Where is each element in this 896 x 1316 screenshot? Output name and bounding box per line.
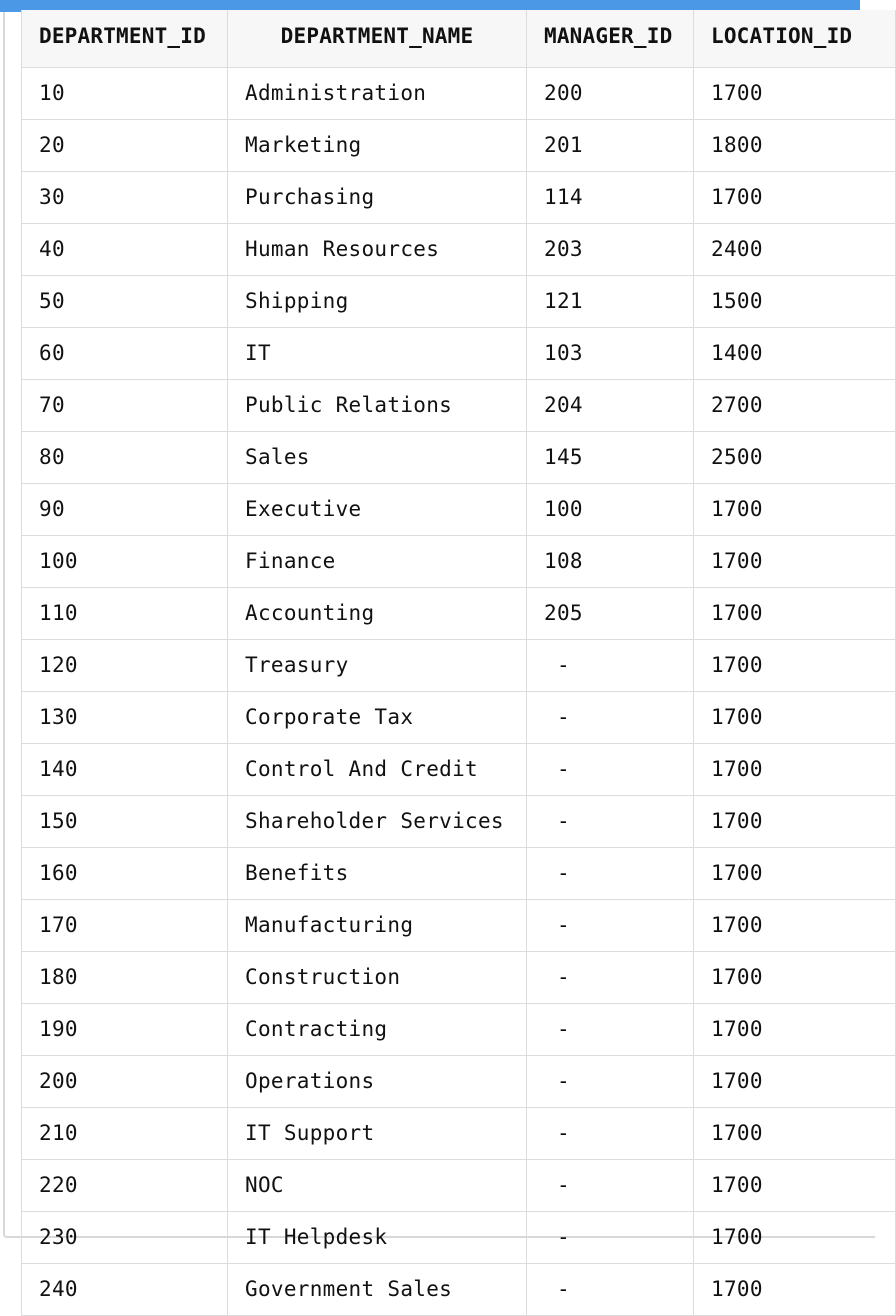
- table-row[interactable]: [22, 1212, 896, 1264]
- table-row[interactable]: [22, 276, 896, 328]
- department-id-cell: 110: [22, 588, 228, 640]
- location-id-cell: 1700: [694, 900, 896, 952]
- table-row[interactable]: [22, 796, 896, 848]
- location-id-cell: 1700: [694, 1212, 896, 1264]
- manager-id-cell: 200: [527, 68, 694, 120]
- department-id-cell: 220: [22, 1160, 228, 1212]
- table-row[interactable]: [22, 120, 896, 172]
- department-id-cell: 210: [22, 1108, 228, 1160]
- department-name-cell: Control And Credit: [228, 744, 527, 796]
- department-id-cell: 130: [22, 692, 228, 744]
- department-name-cell: Contracting: [228, 1004, 527, 1056]
- location-id-cell: 1700: [694, 640, 896, 692]
- table-header-row: [22, 10, 896, 68]
- department-name-cell: Public Relations: [228, 380, 527, 432]
- manager-id-cell: -: [527, 640, 694, 692]
- table-row[interactable]: [22, 640, 896, 692]
- department-id-cell: 100: [22, 536, 228, 588]
- department-name-cell: Government Sales: [228, 1264, 527, 1316]
- location-id-cell: 1700: [694, 1264, 896, 1316]
- location-id-cell: 1700: [694, 692, 896, 744]
- department-name-cell: Human Resources: [228, 224, 527, 276]
- department-name-cell: Marketing: [228, 120, 527, 172]
- table-row[interactable]: [22, 692, 896, 744]
- department-id-cell: 10: [22, 68, 228, 120]
- manager-id-cell: 103: [527, 328, 694, 380]
- location-id-cell: 1700: [694, 1004, 896, 1056]
- table-row[interactable]: [22, 1108, 896, 1160]
- table-row[interactable]: [22, 484, 896, 536]
- location-id-cell: 1700: [694, 952, 896, 1004]
- location-id-cell: 1500: [694, 276, 896, 328]
- manager-id-cell: -: [527, 1108, 694, 1160]
- results-panel: [3, 12, 875, 1301]
- department-name-cell: IT Support: [228, 1108, 527, 1160]
- department-id-cell: 190: [22, 1004, 228, 1056]
- table-row[interactable]: [22, 588, 896, 640]
- department-name-cell: Purchasing: [228, 172, 527, 224]
- department-name-cell: Executive: [228, 484, 527, 536]
- department-id-cell: 30: [22, 172, 228, 224]
- department-id-cell: 180: [22, 952, 228, 1004]
- department-name-cell: Shipping: [228, 276, 527, 328]
- location-id-cell: 1700: [694, 484, 896, 536]
- department-id-cell: 40: [22, 224, 228, 276]
- table-row[interactable]: [22, 848, 896, 900]
- location-id-cell: 1400: [694, 328, 896, 380]
- results-table: [21, 10, 896, 1316]
- location-id-cell: 1700: [694, 536, 896, 588]
- column-header-department-id[interactable]: DEPARTMENT_ID: [22, 10, 228, 68]
- department-id-cell: 200: [22, 1056, 228, 1108]
- department-id-cell: 80: [22, 432, 228, 484]
- manager-id-cell: 108: [527, 536, 694, 588]
- department-id-cell: 240: [22, 1264, 228, 1316]
- table-row[interactable]: [22, 1056, 896, 1108]
- department-name-cell: Operations: [228, 1056, 527, 1108]
- manager-id-cell: -: [527, 900, 694, 952]
- department-name-cell: Benefits: [228, 848, 527, 900]
- table-row[interactable]: [22, 952, 896, 1004]
- table-row[interactable]: [22, 900, 896, 952]
- table-body: [22, 68, 896, 1316]
- department-name-cell: Treasury: [228, 640, 527, 692]
- department-name-cell: Finance: [228, 536, 527, 588]
- manager-id-cell: 100: [527, 484, 694, 536]
- table-row[interactable]: [22, 68, 896, 120]
- manager-id-cell: -: [527, 1160, 694, 1212]
- location-id-cell: 1700: [694, 588, 896, 640]
- location-id-cell: 1700: [694, 1108, 896, 1160]
- manager-id-cell: -: [527, 744, 694, 796]
- location-id-cell: 2700: [694, 380, 896, 432]
- manager-id-cell: -: [527, 848, 694, 900]
- location-id-cell: 2500: [694, 432, 896, 484]
- column-header-location-id[interactable]: LOCATION_ID: [694, 10, 896, 68]
- table-row[interactable]: [22, 536, 896, 588]
- location-id-cell: 2400: [694, 224, 896, 276]
- table-row[interactable]: [22, 380, 896, 432]
- department-id-cell: 140: [22, 744, 228, 796]
- department-name-cell: Manufacturing: [228, 900, 527, 952]
- table-row[interactable]: [22, 1160, 896, 1212]
- department-id-cell: 60: [22, 328, 228, 380]
- department-name-cell: Shareholder Services: [228, 796, 527, 848]
- location-id-cell: 1700: [694, 172, 896, 224]
- table-row[interactable]: [22, 1264, 896, 1316]
- department-name-cell: Sales: [228, 432, 527, 484]
- location-id-cell: 1700: [694, 1160, 896, 1212]
- department-name-cell: Accounting: [228, 588, 527, 640]
- department-name-cell: IT: [228, 328, 527, 380]
- table-row[interactable]: [22, 1004, 896, 1056]
- manager-id-cell: 201: [527, 120, 694, 172]
- manager-id-cell: 203: [527, 224, 694, 276]
- manager-id-cell: -: [527, 1004, 694, 1056]
- department-id-cell: 230: [22, 1212, 228, 1264]
- manager-id-cell: -: [527, 1056, 694, 1108]
- department-id-cell: 120: [22, 640, 228, 692]
- manager-id-cell: 145: [527, 432, 694, 484]
- department-id-cell: 150: [22, 796, 228, 848]
- department-id-cell: 50: [22, 276, 228, 328]
- department-id-cell: 90: [22, 484, 228, 536]
- table-row[interactable]: [22, 172, 896, 224]
- location-id-cell: 1700: [694, 848, 896, 900]
- department-name-cell: IT Helpdesk: [228, 1212, 527, 1264]
- table-row[interactable]: [22, 744, 896, 796]
- department-name-cell: Corporate Tax: [228, 692, 527, 744]
- table-row[interactable]: [22, 224, 896, 276]
- column-header-department-name[interactable]: DEPARTMENT_NAME: [228, 10, 527, 68]
- department-id-cell: 160: [22, 848, 228, 900]
- location-id-cell: 1700: [694, 1056, 896, 1108]
- column-header-manager-id[interactable]: MANAGER_ID: [527, 10, 694, 68]
- manager-id-cell: 121: [527, 276, 694, 328]
- location-id-cell: 1700: [694, 744, 896, 796]
- location-id-cell: 1700: [694, 68, 896, 120]
- department-id-cell: 70: [22, 380, 228, 432]
- location-id-cell: 1800: [694, 120, 896, 172]
- manager-id-cell: 114: [527, 172, 694, 224]
- manager-id-cell: -: [527, 796, 694, 848]
- manager-id-cell: -: [527, 692, 694, 744]
- department-id-cell: 170: [22, 900, 228, 952]
- manager-id-cell: -: [527, 1264, 694, 1316]
- department-name-cell: NOC: [228, 1160, 527, 1212]
- table-row[interactable]: [22, 432, 896, 484]
- manager-id-cell: -: [527, 1212, 694, 1264]
- department-name-cell: Construction: [228, 952, 527, 1004]
- table-row[interactable]: [22, 328, 896, 380]
- manager-id-cell: -: [527, 952, 694, 1004]
- manager-id-cell: 205: [527, 588, 694, 640]
- department-name-cell: Administration: [228, 68, 527, 120]
- location-id-cell: 1700: [694, 796, 896, 848]
- department-id-cell: 20: [22, 120, 228, 172]
- manager-id-cell: 204: [527, 380, 694, 432]
